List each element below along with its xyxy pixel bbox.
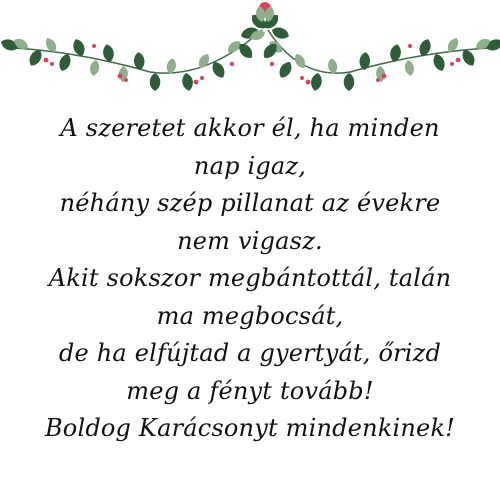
poem-line: néhány szép pillanat az évekre: [59, 189, 441, 217]
poem-line: ma megbocsát,: [156, 301, 344, 330]
poem-line: nap igaz,: [193, 151, 307, 180]
poem-line: A szeretet akkor él, ha minden: [60, 114, 440, 142]
christmas-garland-icon: [0, 0, 500, 105]
poem-line: Akit sokszor megbántottál, talán: [48, 264, 452, 292]
poem-text: [20, 110, 480, 448]
poem-line: de ha elfújtad a gyertyát, őrizd: [58, 339, 442, 367]
poem-line: meg a fényt tovább!: [126, 376, 374, 405]
poem-greeting: Boldog Karácsonyt mindenkinek!: [44, 414, 456, 442]
poem-line: nem vigasz.: [177, 226, 323, 255]
